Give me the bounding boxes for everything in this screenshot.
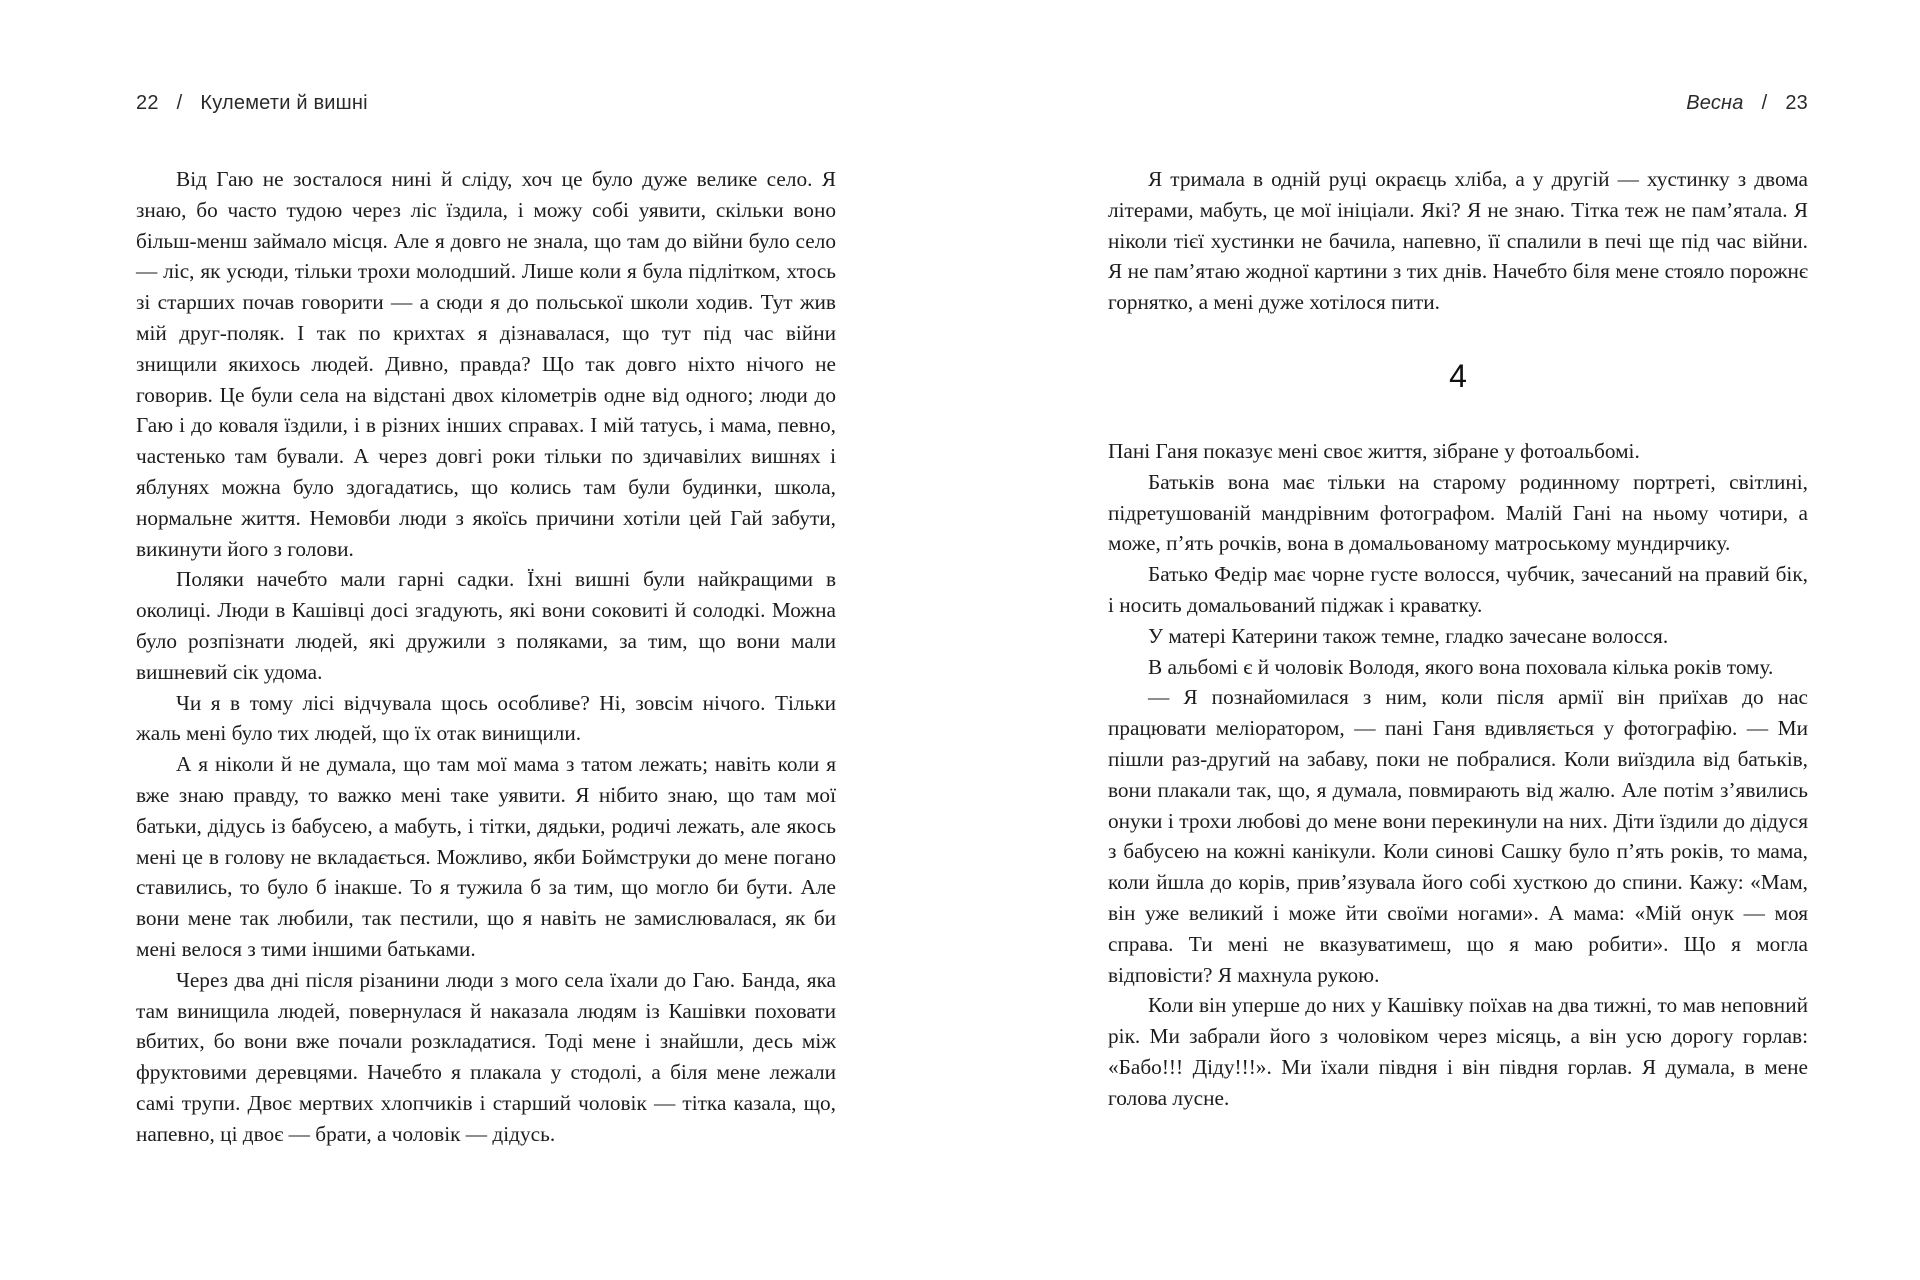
- paragraph: Батьків вона має тільки на старому родинному портреті, світлині, підретушованій мандрівним фотографом. Малій Гані на ньому чотири, а може, п’ять рочків, вона в домальованому матроському мундирчику.: [1108, 469, 1808, 556]
- paragraph: — Я познайомилася з ним, коли після армії він приїхав до нас працювати меліоратором, — пані Ганя вдивляється у фотографію. — Ми пішли раз-другий на забаву, поки не побралися. Коли виїздила від батьків, вони плакали так, що, я думала, повмирають від жалю. Але потім з’явились онуки і трохи любові до мене вони перекинули на них. Діти їздили до дідуся з бабусею на кожні канікули. Коли синові Сашку було п’ять років, то мама, коли йшла до корів, прив’язувала його собі хусткою до спини. Кажу: «Мам, він уже великий і може йти своїми ногами». А мама: «Мій онук — моя справа. Ти мені не вказуватимеш, що я маю робити». Що я могла відповісти? Я махнула рукою.: [1108, 685, 1808, 987]
- left-running-head: [136, 92, 836, 115]
- left-page-number: 22: [136, 92, 159, 114]
- paragraph: Коли він уперше до них у Кашівку поїхав на два тижні, то мав неповний рік. Ми забрали його з чоловіком через місяць, а він усю дорогу горлав: «Бабо!!! Діду!!!». Ми їхали півдня і він півдня горлав. Я думала, в мене голова лусне.: [1108, 993, 1808, 1110]
- paragraph: Від Гаю не зосталося нині й сліду, хоч це було дуже велике село. Я знаю, бо часто тудою через ліс їздила, і можу собі уявити, скільки воно більш-менш займало місця. Але я довго не знала, що там до війни було село — ліс, як усюди, тільки трохи молодший. Лише коли я була підлітком, хтось зі старших почав говорити — а сюди я до польської школи ходив. Тут жив мій друг-поляк. І так по крихтах я дізнавалася, що тут під час війни знищили якихось людей. Дивно, правда? Що так довго ніхто нічого не говорив. Це були села на відстані двох кілометрів одне від одного; люди до Гаю і до коваля їздили, і в різних інших справах. І мій татусь, і мама, певно, частенько там бували. А через довгі роки тільки по здичавілих вишнях і яблунях можна було здогадатись, що колись там були будинки, школа, нормальне життя. Немовби люди з якоїсь причини хотіли цей Гай забути, викинути його з голови.: [136, 167, 836, 561]
- paragraph: У матері Катерини також темне, гладко зачесане волосся.: [1148, 623, 1669, 648]
- right-running-head: [1108, 92, 1808, 115]
- right-header-separator: /: [1761, 92, 1768, 114]
- book-title: Кулемети й вишні: [200, 92, 368, 114]
- right-page-number: 23: [1785, 92, 1808, 114]
- paragraph: Чи я в тому лісі відчувала щось особливе? Ні, зовсім нічого. Тільки жаль мені було тих людей, що їх отак винищили.: [136, 690, 836, 746]
- left-page-body: [136, 164, 836, 1150]
- paragraph: Поляки начебто мали гарні садки. Їхні вишні були найкращими в околиці. Люди в Кашівці досі згадують, які вони соковиті й солодкі. Можна було розпізнати людей, які дружили з поляками, за тим, що вони мали вишневий сік удома.: [136, 567, 836, 684]
- paragraph: Я тримала в одній руці окраєць хліба, а у другій — хустинку з двома літерами, мабуть, це мої ініціали. Які? Я не знаю. Тітка теж не пам’ятала. Я ніколи тієї хустинки не бачила, напевно, її спалили в печі ще під час війни. Я не пам’ятаю жодної картини з тих днів. Начебто біля мене стояло порожнє горнятко, а мені дуже хотілося пити.: [1108, 167, 1808, 315]
- paragraph: А я ніколи й не думала, що там мої мама з татом лежать; навіть коли я вже знаю правду, то важко мені таке уявити. Я нібито знаю, що там мої батьки, дідусь із бабусею, а мабуть, і тітки, дядьки, родичі лежать, але якось мені це в голову не вкладається. Можливо, якби Боймструки до мене погано ставились, то було б інакше. То я тужила б за тим, що могло би бути. Але вони мене так любили, так пестили, що я навіть не замислювалася, як би мені велося з тими іншими батьками.: [136, 752, 836, 961]
- paragraph: В альбомі є й чоловік Володя, якого вона поховала кілька років тому.: [1148, 654, 1774, 679]
- left-header-separator: /: [176, 92, 183, 114]
- paragraph: Батько Федір має чорне густе волосся, чубчик, зачесаний на правий бік, і носить домальований піджак і краватку.: [1108, 562, 1808, 617]
- paragraph: Через два дні після різанини люди з мого села їхали до Гаю. Банда, яка там винищила людей, повернулася й наказала людям із Кашівки поховати вбитих, бо вони вже почали розкладатися. Тоді мене і знайшли, десь між фруктовими деревцями. Начебто я плакала у стодолі, а біля мене лежали самі трупи. Двоє мертвих хлопчиків і старший чоловік — тітка казала, що, напевно, ці двоє — брати, а чоловік — дідусь.: [136, 967, 836, 1146]
- section-title: Весна: [1686, 92, 1744, 114]
- left-page: [136, 0, 836, 1280]
- right-page: [1108, 0, 1808, 1280]
- paragraph: Пані Ганя показує мені своє життя, зібране у фотоальбомі.: [1108, 438, 1640, 463]
- chapter-number: 4: [1449, 357, 1467, 394]
- right-page-body: [1108, 164, 1808, 1114]
